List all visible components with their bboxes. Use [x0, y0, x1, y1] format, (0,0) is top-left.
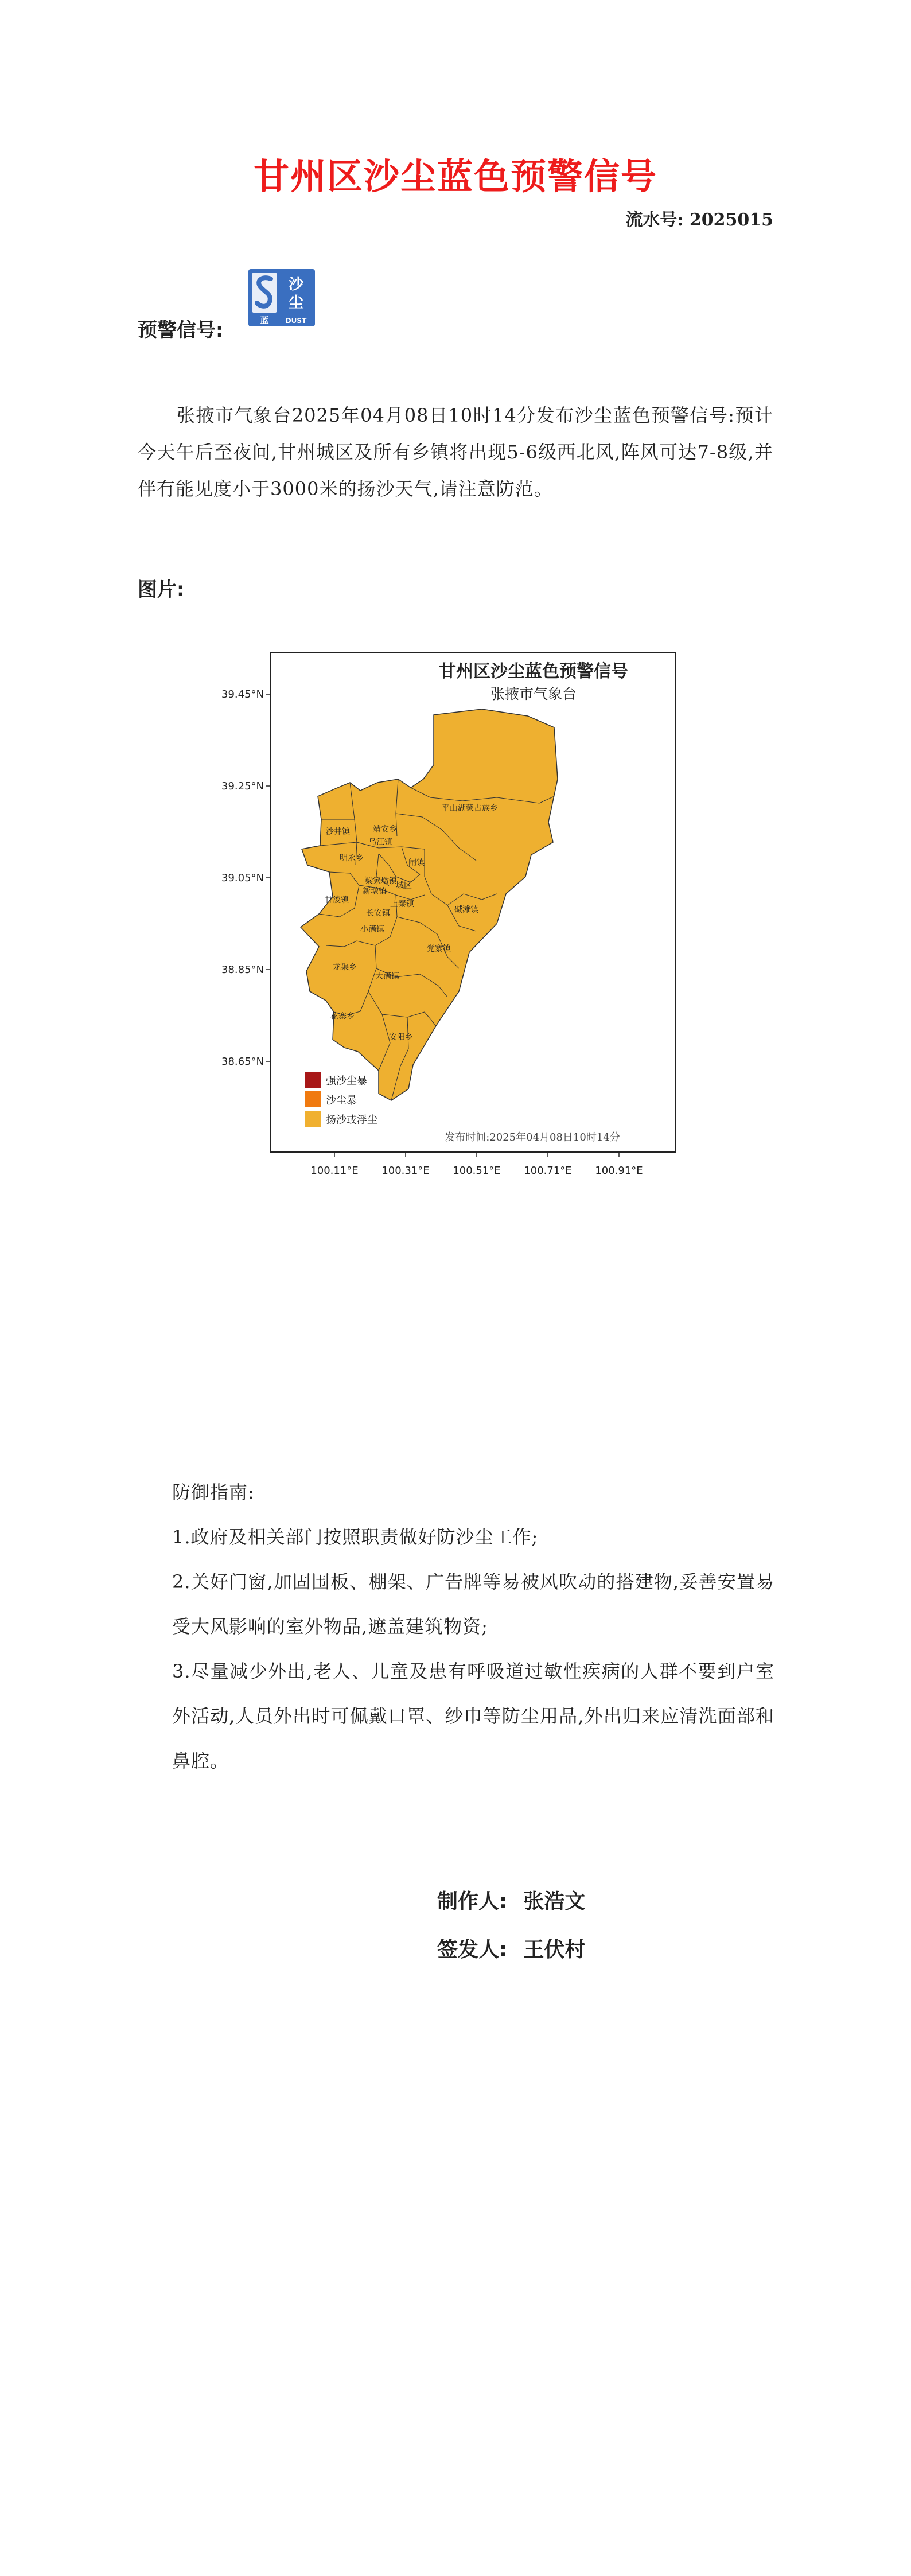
map-x-tick: 100.71°E: [524, 1165, 572, 1175]
maker-name: 张浩文: [523, 1890, 586, 1913]
badge-level-char: 蓝: [260, 315, 269, 325]
maker-label: 制作人:: [437, 1890, 508, 1913]
place-liangjiadun: 梁家墩镇: [365, 877, 397, 886]
map-x-tick: 100.31°E: [381, 1165, 430, 1175]
legend-swatch-severe: [305, 1072, 321, 1088]
place-longqu: 龙渠乡: [333, 963, 357, 972]
place-jiantan: 碱滩镇: [454, 905, 478, 915]
map-subtitle: 张掖市气象台: [490, 686, 577, 702]
legend-label-severe: 强沙尘暴: [326, 1075, 367, 1087]
map-y-tick: 39.45°N: [221, 688, 264, 701]
map-issue-time: 发布时间:2025年04月08日10时14分: [445, 1131, 620, 1143]
place-anyang: 安阳乡: [389, 1033, 413, 1042]
map-title: 甘州区沙尘蓝色预警信号: [439, 661, 628, 682]
page-title: 甘州区沙尘蓝色预警信号: [253, 155, 657, 197]
issuer-label: 签发人:: [437, 1938, 508, 1962]
issuer-name: 王伏村: [523, 1938, 586, 1962]
badge-char-bottom: 尘: [288, 294, 304, 312]
legend-label-blowing: 扬沙或浮尘: [326, 1114, 377, 1126]
place-shangqin: 上秦镇: [390, 900, 414, 909]
place-sanzha: 三闸镇: [400, 858, 425, 867]
guide-title: 防御指南:: [172, 1481, 255, 1503]
serial-number: [625, 205, 773, 231]
serial-label: 流水号:: [625, 210, 684, 230]
place-dangzhai: 党寨镇: [427, 944, 451, 954]
place-chengqu: 城区: [396, 881, 412, 890]
warning-signal-label: 预警信号:: [138, 319, 224, 342]
place-ganjun: 甘浚镇: [325, 896, 349, 905]
place-jing-an: 靖安乡: [373, 825, 397, 834]
place-pingshanhu: 平山湖蒙古族乡: [442, 804, 498, 813]
picture-label: 图片:: [138, 578, 185, 601]
map-y-tick: 38.85°N: [221, 964, 264, 976]
guide-item-3: 3.尽量减少外出,老人、儿童及患有呼吸道过敏性疾病的人群不要到户室外活动,人员外出时可佩戴口罩、纱巾等防尘用品,外出归来应清洗面部和鼻腔。: [172, 1660, 774, 1772]
place-xindun: 新墩镇: [363, 887, 387, 896]
map-y-tick: 39.25°N: [221, 780, 264, 792]
place-shajing: 沙井镇: [326, 827, 350, 836]
badge-char-top: 沙: [288, 276, 304, 293]
place-wujiang: 乌江镇: [368, 838, 392, 847]
map-x-tick: 100.11°E: [310, 1165, 359, 1175]
map-x-tick: 100.51°E: [453, 1165, 501, 1175]
map-x-tick: 100.91°E: [595, 1165, 643, 1175]
issuer-line: [437, 1933, 585, 1963]
guide-item-1: 1.政府及相关部门按照职责做好防沙尘工作;: [172, 1526, 539, 1548]
place-huazhai: 花寨乡: [330, 1012, 355, 1021]
warning-map: [207, 647, 688, 1175]
legend-swatch-blowing: [305, 1111, 321, 1127]
place-mingyong: 明永乡: [340, 854, 364, 863]
legend-swatch-storm: [305, 1091, 321, 1107]
dust-storm-blue-warning-icon: [248, 269, 316, 327]
place-chang-an: 长安镇: [366, 909, 390, 918]
place-daman: 大满镇: [375, 972, 399, 981]
badge-english: DUST: [285, 317, 307, 325]
serial-value: 2025015: [689, 210, 773, 230]
bulletin-text: 张掖市气象台2025年04月08日10时14分发布沙尘蓝色预警信号:预计今天午后至夜间,甘州城区及所有乡镇将出现5-6级西北风,阵风可达7-8级,并伴有能见度小于3000米的扬沙天气,请注意防范。: [138, 404, 773, 500]
guide-item-2: 2.关好门窗,加固围板、棚架、广告牌等易被风吹动的搭建物,妥善安置易受大风影响的室外物品,遮盖建筑物资;: [172, 1571, 774, 1637]
maker-line: [437, 1885, 585, 1915]
place-xiaoman: 小满镇: [360, 925, 384, 934]
map-y-tick: 39.05°N: [221, 872, 264, 884]
legend-label-storm: 沙尘暴: [326, 1095, 357, 1107]
map-y-tick: 38.65°N: [221, 1056, 264, 1068]
